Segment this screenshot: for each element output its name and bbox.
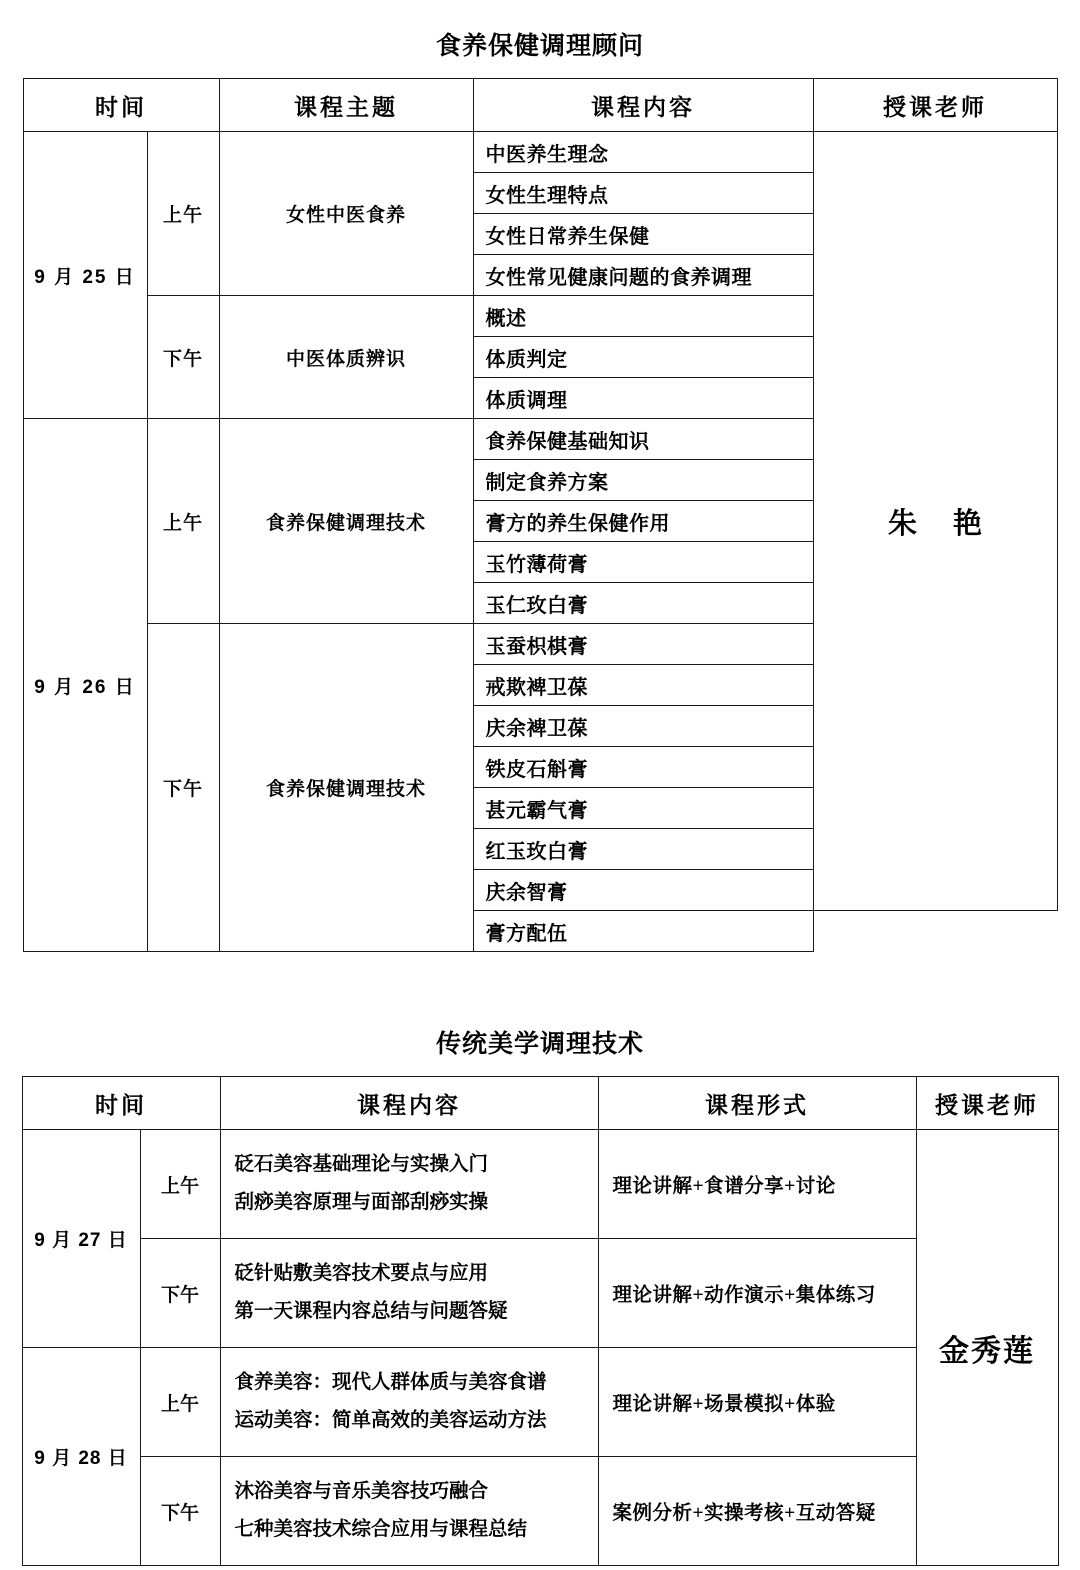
header-time: 时间 (23, 79, 219, 132)
content-item: 庆余智膏 (473, 870, 813, 911)
content-line: 砭针贴敷美容技术要点与应用 (234, 1262, 489, 1284)
teacher-cell: 金秀莲 (916, 1130, 1058, 1566)
table-header-row (23, 79, 1057, 132)
content-cell (220, 1130, 598, 1239)
header-course-theme: 课程主题 (219, 79, 473, 132)
content-item: 玉蚕枳棋膏 (473, 624, 813, 665)
document-page (0, 26, 1080, 1570)
content-line: 食养美容：现代人群体质与美容食谱 (234, 1371, 547, 1393)
content-item: 红玉玫白膏 (473, 829, 813, 870)
date-cell: 9 月 27 日 (22, 1130, 140, 1348)
content-item: 戒欺裨卫葆 (473, 665, 813, 706)
half-day-cell: 上午 (140, 1130, 220, 1239)
half-day-cell: 下午 (147, 296, 219, 419)
theme-cell: 食养保健调理技术 (219, 419, 473, 624)
content-item: 体质调理 (473, 378, 813, 419)
schedule-table-nutrition (23, 78, 1058, 952)
content-line: 刮痧美容原理与面部刮痧实操 (234, 1192, 489, 1213)
table-row (22, 1457, 1058, 1566)
content-item: 食养保健基础知识 (473, 419, 813, 460)
header-course-content: 课程内容 (473, 79, 813, 132)
content-item: 玉竹薄荷膏 (473, 542, 813, 583)
schedule-table-aesthetics (22, 1076, 1059, 1566)
content-item: 膏方的养生保健作用 (473, 501, 813, 542)
half-day-cell: 上午 (147, 132, 219, 296)
table-row (22, 1239, 1058, 1348)
format-cell: 理论讲解+食谱分享+讨论 (598, 1130, 916, 1239)
header-course-content: 课程内容 (220, 1077, 598, 1130)
date-cell: 9 月 25 日 (23, 132, 147, 419)
content-line: 七种美容技术综合应用与课程总结 (234, 1519, 528, 1540)
half-day-cell: 上午 (140, 1348, 220, 1457)
half-day-cell: 下午 (140, 1239, 220, 1348)
section-1-title: 食养保健调理顾问 (435, 32, 644, 60)
date-cell: 9 月 26 日 (23, 419, 147, 952)
content-item: 女性日常养生保健 (473, 214, 813, 255)
theme-cell: 中医体质辨识 (219, 296, 473, 419)
content-line: 第一天课程内容总结与问题答疑 (234, 1301, 508, 1322)
table-header-row (22, 1077, 1058, 1130)
format-cell: 理论讲解+动作演示+集体练习 (598, 1239, 916, 1348)
half-day-cell: 下午 (147, 624, 219, 952)
header-course-format: 课程形式 (598, 1077, 916, 1130)
teacher-cell: 朱 艳 (813, 132, 1057, 911)
content-item: 概述 (473, 296, 813, 337)
section-2-title: 传统美学调理技术 (435, 1030, 644, 1058)
theme-cell: 女性中医食养 (219, 132, 473, 296)
content-item: 中医养生理念 (473, 132, 813, 173)
table-row (22, 1348, 1058, 1457)
content-item: 铁皮石斛膏 (473, 747, 813, 788)
theme-cell: 食养保健调理技术 (219, 624, 473, 952)
content-line: 砭石美容基础理论与实操入门 (234, 1153, 489, 1175)
content-item: 制定食养方案 (473, 460, 813, 501)
content-line: 沐浴美容与音乐美容技巧融合 (234, 1480, 489, 1502)
header-teacher: 授课老师 (813, 79, 1057, 132)
content-cell (220, 1239, 598, 1348)
format-cell: 案例分析+实操考核+互动答疑 (598, 1457, 916, 1566)
content-item: 膏方配伍 (473, 911, 813, 952)
half-day-cell: 上午 (147, 419, 219, 624)
header-time: 时间 (22, 1077, 220, 1130)
header-teacher: 授课老师 (916, 1077, 1058, 1130)
table-row (23, 132, 1057, 173)
content-item: 体质判定 (473, 337, 813, 378)
content-item: 甚元霸气膏 (473, 788, 813, 829)
content-cell (220, 1348, 598, 1457)
content-cell (220, 1457, 598, 1566)
date-cell: 9 月 28 日 (22, 1348, 140, 1566)
content-line: 运动美容：简单高效的美容运动方法 (234, 1410, 547, 1431)
format-cell: 理论讲解+场景模拟+体验 (598, 1348, 916, 1457)
content-item: 玉仁玫白膏 (473, 583, 813, 624)
content-item: 庆余裨卫葆 (473, 706, 813, 747)
content-item: 女性常见健康问题的食养调理 (473, 255, 813, 296)
half-day-cell: 下午 (140, 1457, 220, 1566)
table-row (22, 1130, 1058, 1239)
content-item: 女性生理特点 (473, 173, 813, 214)
